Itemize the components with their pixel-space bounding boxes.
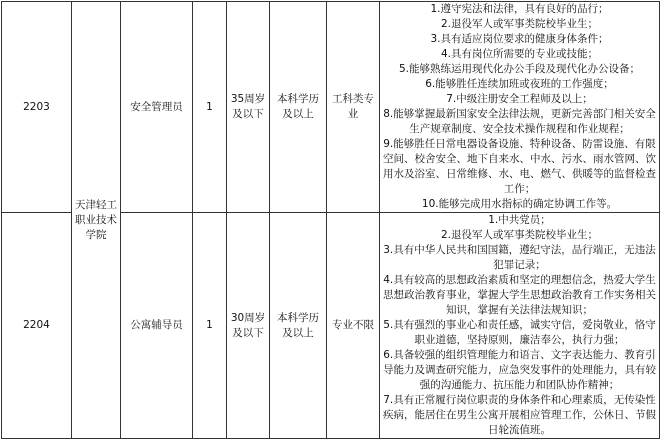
requirement-line: 5.能够熟练运用现代化办公手段及现代化办公设备； [398,63,641,75]
position-cell: 安全管理员 [121,2,193,213]
requirement-line: 2.退役军人或军事类院校毕业生； [440,229,599,241]
requirements-cell [380,2,660,213]
requirement-line: 5.具有强烈的事业心和责任感，诚实守信，爱岗敬业，恪守职业道德，坚持原则，廉洁奉公，执行力强； [383,319,656,346]
major-cell: 专业不限 [327,213,380,439]
requirement-line: 1.遵守宪法和法律，具有良好的品行； [430,3,609,15]
requirement-line: 7.具有正常履行岗位职责的身体条件和心理素质，无传染性疾病，能居住在男生公寓开展相应管理工作，公休日、节假日轮流值班。 [383,394,656,436]
education-cell: 本科学历及以上 [270,2,327,213]
count-cell: 1 [193,213,227,439]
count-cell: 1 [193,2,227,213]
requirement-line: 9.能够胜任日常电器设备设施、特种设备、防雷设施、有限空间、校舍安全、地下自来水、中水、污水、雨水管网、饮用水及浴室、日常维修、水、电、燃气、供暖等的监督检查工作； [383,138,656,195]
job-table [1,1,660,439]
requirement-line: 6.能够胜任连续加班或夜班的工作强度； [425,78,614,90]
requirement-line: 4.具有岗位所需要的专业或技能； [440,48,599,60]
requirement-line: 2.退役军人或军事类院校毕业生； [440,18,599,30]
code-cell: 2203 [2,2,72,213]
school-cell: 天津轻工职业技术学院 [72,2,121,439]
requirement-line: 8.能够掌握最新国家安全法律法规，更新完善部门相关安全生产规章制度、安全技术操作规程和作业规程； [383,108,656,135]
requirement-line: 3.具有中华人民共和国国籍，遵纪守法，品行端正，无违法犯罪记录； [383,244,656,271]
requirement-line: 6.具备较强的组织管理能力和语言、文字表达能力、教育引导能力及调查研究能力，应急突发事件的处理能力，具有较强的沟通能力、抗压能力和团队协作精神； [383,349,656,391]
position-cell: 公寓辅导员 [121,213,193,439]
age-cell: 35周岁及以下 [227,2,270,213]
requirement-line: 7.中级注册安全工程师及以上； [446,93,593,105]
education-cell: 本科学历及以上 [270,213,327,439]
requirement-line: 4.具有较高的思想政治素质和坚定的理想信念，热爱大学生思想政治教育事业，掌握大学生思想政治教育工作实务相关知识，掌握有关法律法规知识； [383,274,656,316]
major-cell: 工科类专业 [327,2,380,213]
requirements-cell [380,213,660,439]
requirement-line: 1.中共党员； [488,214,551,226]
age-cell: 30周岁及以下 [227,213,270,439]
requirement-line: 10.能够完成用水指标的确定协调工作等。 [421,198,618,210]
code-cell: 2204 [2,213,72,439]
requirement-line: 3.具有适应岗位要求的健康身体条件； [430,33,609,45]
table-row [2,2,660,213]
